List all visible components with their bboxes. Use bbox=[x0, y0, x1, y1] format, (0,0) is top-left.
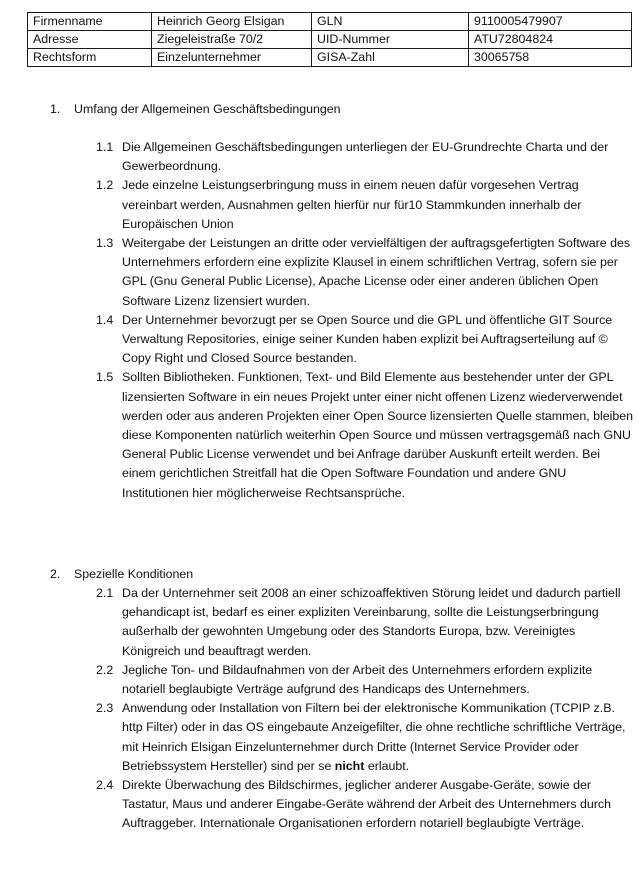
clause-number: 1.4 bbox=[96, 312, 114, 327]
clause-text: Jegliche Ton- und Bildaufnahmen von der Arbeit des Unternehmers erfordern explizite notariell beglaubigte Verträge aufgrund des Handicaps des Unternehmers. bbox=[122, 662, 593, 697]
company-info-table bbox=[27, 12, 632, 67]
clause-text-emphasis: nicht bbox=[334, 758, 365, 773]
label-adresse: Adresse bbox=[28, 31, 152, 49]
clause-text: Weitergabe der Leistungen an dritte oder vervielfältigen der auftragsgefertigten Software des Unternehmers erfordern eine explizite Klausel in einem schriftlichen Vertrag, sofern sie per GPL (Gnu General Public License), Apache License oder einer anderen üblichen Open Software Lizenz lizensiert wurden. bbox=[122, 236, 631, 308]
value-firmenname: Heinrich Georg Elsigan bbox=[152, 13, 312, 31]
clause-text-part: erlaubt. bbox=[364, 758, 410, 773]
clause-number: 1.5 bbox=[96, 370, 114, 385]
value-rechtsform: Einzelunternehmer bbox=[152, 49, 312, 67]
clause-1-4 bbox=[96, 311, 634, 369]
value-gln: 9110005479907 bbox=[469, 13, 632, 31]
section-number: 2. bbox=[50, 567, 61, 581]
table-row bbox=[28, 49, 632, 67]
clause-2-4 bbox=[96, 776, 634, 834]
section-heading bbox=[0, 564, 640, 584]
clause-1-2 bbox=[96, 176, 634, 234]
clause-text bbox=[122, 701, 625, 773]
table-row bbox=[28, 31, 632, 49]
label-gisa: GISA-Zahl bbox=[312, 49, 469, 67]
clause-number: 2.1 bbox=[96, 586, 114, 600]
clause-1-1 bbox=[96, 138, 634, 176]
section-title: Umfang der Allgemeinen Geschäftsbedingungen bbox=[74, 102, 341, 116]
section-heading bbox=[0, 99, 640, 119]
clause-number: 1.1 bbox=[96, 140, 114, 154]
clause-text: Da der Unternehmer seit 2008 an einer schizoaffektiven Störung leidet und dadurch partiell gehandicapt ist, bedarf es einer expliziten Vereinbarung, sollte die Leistungserbringung außerhalb der gewohnten Umgebung oder des Standorts Europa, bzw. Vereinigtes Königreich und beauftragt werden. bbox=[122, 586, 621, 658]
clause-2-2 bbox=[96, 661, 634, 699]
clause-text: Die Allgemeinen Geschäftsbedingungen unterliegen der EU-Grundrechte Charta und der Gewerbeordnung. bbox=[122, 140, 609, 174]
clause-1-5 bbox=[96, 368, 634, 502]
clause-2-1 bbox=[96, 584, 634, 661]
clause-text-part: Anwendung oder Installation von Filtern bei der elektronische Kommunikation (TCPIP z.B. http Filter) oder in das OS eingebaute Anzeigefilter, die ohne rechtliche schriftliche Verträge, mit Heinrich Elsigan Einzelunternehmer durch Dritte (Internet Service Provider oder Betriebssystem Hersteller) sind per se bbox=[122, 701, 626, 773]
clause-text: Der Unternehmer bevorzugt per se Open Source und die GPL und öffentliche GIT Source Verwaltung Repositories, einige seiner Kunden haben explizit bei Auftragserteilung auf © Copy Right und Closed Source bestanden. bbox=[122, 312, 613, 366]
label-gln: GLN bbox=[312, 13, 469, 31]
clause-number: 1.2 bbox=[96, 178, 114, 193]
value-uid: ATU72804824 bbox=[469, 31, 632, 49]
table-row bbox=[28, 13, 632, 31]
section-2 bbox=[0, 564, 640, 834]
value-gisa: 30065758 bbox=[469, 49, 632, 67]
clause-text: Direkte Überwachung des Bildschirmes, jeglicher anderer Ausgabe-Geräte, sowie der Tastatur, Maus und anderer Eingabe-Geräte während der Arbeit des Unternehmers durch Auftraggeber. Internationale Organisationen erfordern notariell beglaubigte Verträge. bbox=[122, 778, 612, 831]
label-rechtsform: Rechtsform bbox=[28, 49, 152, 67]
clause-text: Sollten Bibliotheken. Funktionen, Text- und Bild Elemente aus bestehender unter der GPL lizensierten Software in ein neues Projekt unter einer nicht offenen Lizenz wiederverwendet werden oder aus anderen Projekten einer Open Source lizensierten Quelle stammen, bleiben diese Komponenten natürlich weiterhin Open Source und müssen vertragsgemäß nach GNU General Public License verwendet und bei Anfrage darüber Auskunft erteilt werden. Bei einem gerichtlichen Streitfall hat die Open Software Foundation und andere GNU Institutionen hier möglicherweise Rechtsansprüche. bbox=[122, 370, 634, 500]
label-uid: UID-Nummer bbox=[312, 31, 469, 49]
clause-1-3 bbox=[96, 234, 634, 311]
section-1 bbox=[0, 99, 640, 503]
clause-number: 1.3 bbox=[96, 236, 114, 251]
value-adresse: Ziegeleistraße 70/2 bbox=[152, 31, 312, 49]
clause-number: 2.2 bbox=[96, 662, 114, 677]
clause-number: 2.4 bbox=[96, 778, 114, 793]
section-number: 1. bbox=[50, 102, 61, 116]
section-title: Spezielle Konditionen bbox=[74, 567, 194, 581]
clause-text: Jede einzelne Leistungserbringung muss in einem neuen dafür vorgesehen Vertrag vereinbart werden, Ausnahmen gelten hierfür nur für10 Stammkunden innerhalb der Europäischen Union bbox=[122, 178, 582, 231]
label-firmenname: Firmenname bbox=[28, 13, 152, 31]
clause-2-3 bbox=[96, 699, 634, 776]
clause-number: 2.3 bbox=[96, 701, 114, 716]
